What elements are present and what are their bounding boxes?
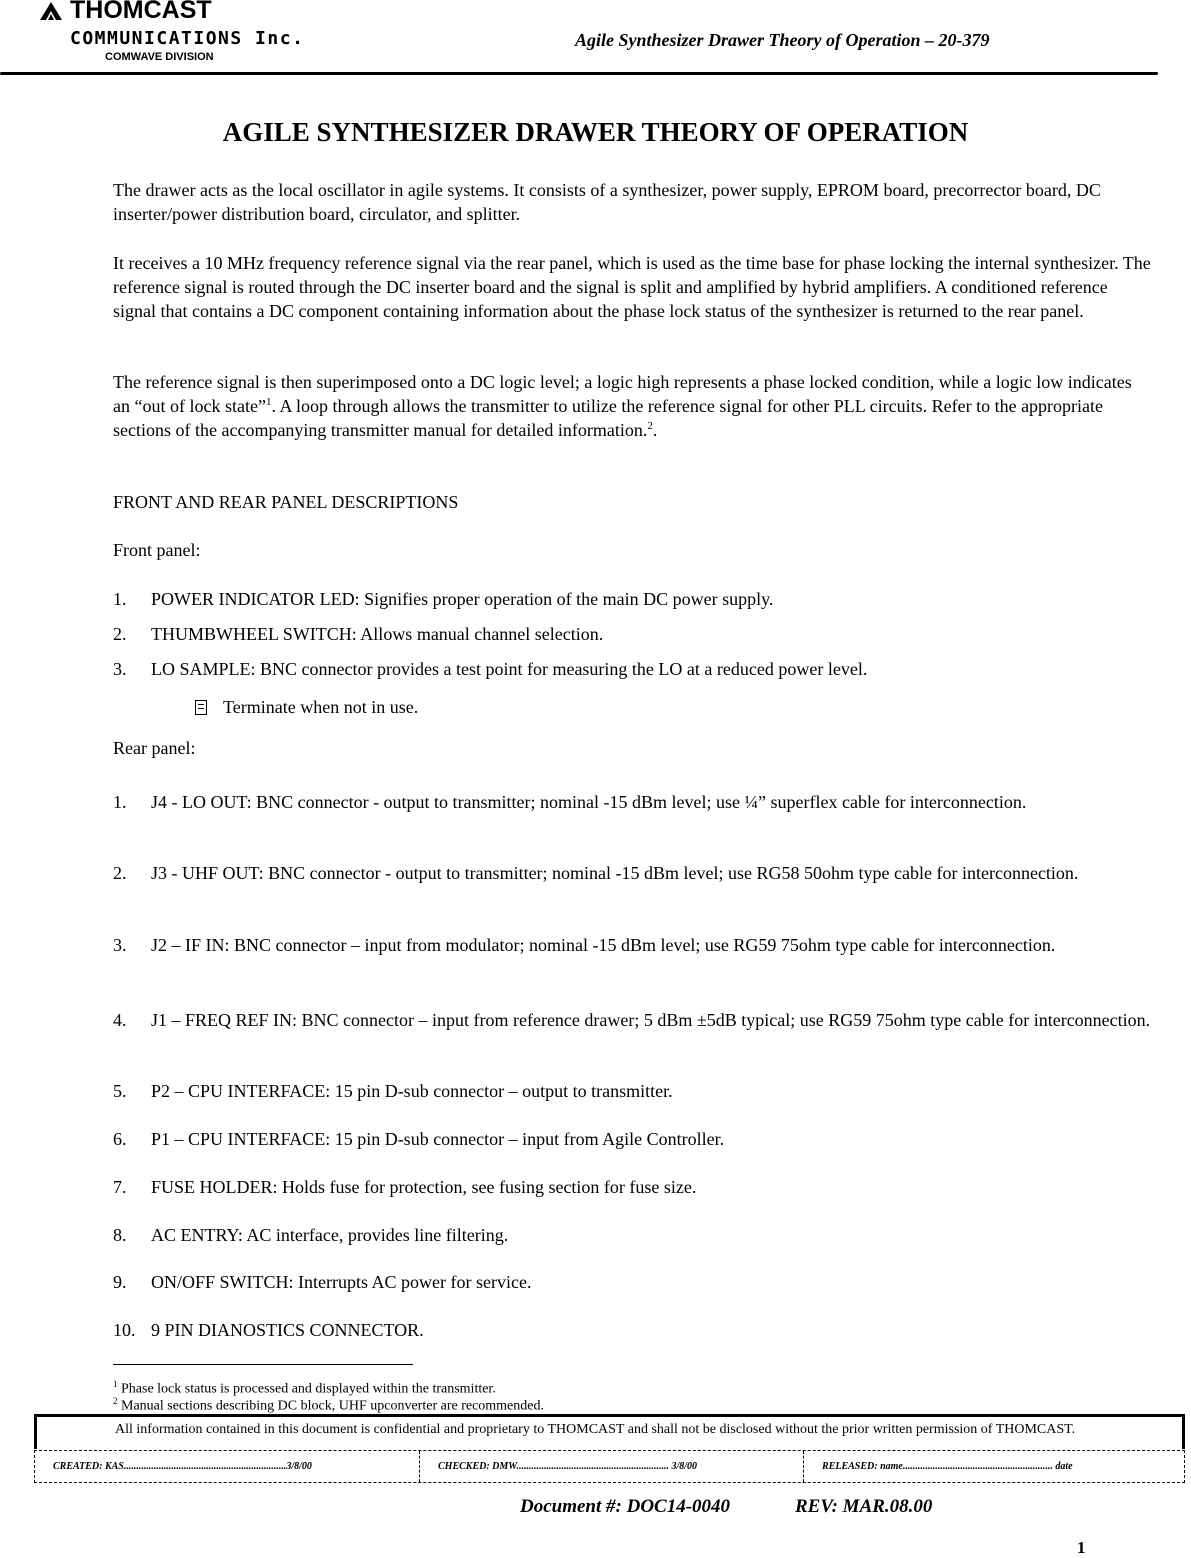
footnote-ref-2: 2 <box>647 420 653 432</box>
revision: REV: MAR.08.00 <box>795 1496 933 1517</box>
intro-paragraph-2: It receives a 10 MHz frequency reference signal via the rear panel, which is used as the time base for phase locking the internal synthesizer. The reference signal is routed through the DC inserter board and the signal is split and amplified by hybrid amplifiers. A conditioned reference signal that contains a DC component containing information about the phase lock status of the synthesizer is returned to the rear panel. <box>113 253 1151 321</box>
document-number: Document #: DOC14-0040 <box>520 1496 731 1517</box>
signoff-row <box>34 1450 1185 1483</box>
created-field: CREATED: KAS.................................................................3/8/00 <box>53 1461 312 1472</box>
item-text: POWER INDICATOR LED: Signifies proper operation of the main DC power supply. <box>151 589 774 609</box>
footnote-text: Manual sections describing DC block, UHF upconverter are recommended. <box>117 1398 544 1414</box>
header-divider <box>0 72 1158 75</box>
item-text: J2 – IF IN: BNC connector – input from modulator; nominal -15 dBm level; use RG59 75ohm type cable for interconnection. <box>151 935 1056 955</box>
item-number: 3. <box>113 659 127 679</box>
item-number: 7. <box>113 1177 127 1197</box>
item-text: P1 – CPU INTERFACE: 15 pin D-sub connector – input from Agile Controller. <box>151 1129 725 1149</box>
item-text: P2 – CPU INTERFACE: 15 pin D-sub connector – output to transmitter. <box>151 1081 673 1101</box>
intro-paragraph-3 <box>113 370 1153 442</box>
item-text: FUSE HOLDER: Holds fuse for protection, see fusing section for fuse size. <box>151 1177 697 1197</box>
item-number: 1. <box>113 792 127 812</box>
item-text: J1 – FREQ REF IN: BNC connector – input from reference drawer; 5 dBm ±5dB typical; use RG59 75ohm type cable for interconnection. <box>151 1010 1151 1030</box>
item-number: 4. <box>113 1010 127 1030</box>
confidential-notice: All information contained in this document is confidential and proprietary to THOMCAST and shall not be disclosed without the prior written permission of THOMCAST. <box>115 1422 1076 1437</box>
footnote-mark: 2 <box>113 1396 118 1406</box>
item-number: 6. <box>113 1129 127 1149</box>
checked-field: CHECKED: DMW............................................................. 3/8/00 <box>419 1451 803 1482</box>
footnote-2 <box>113 1393 544 1415</box>
footnote-text: Phase lock status is processed and displayed within the transmitter. <box>117 1381 496 1397</box>
item-number: 8. <box>113 1225 127 1245</box>
footnote-divider <box>113 1364 413 1365</box>
document-title: AGILE SYNTHESIZER DRAWER THEORY OF OPERATION <box>222 117 969 147</box>
item-text: AC ENTRY: AC interface, provides line filtering. <box>151 1225 509 1245</box>
note-icon <box>195 700 207 715</box>
note-text: Terminate when not in use. <box>223 697 419 717</box>
item-text: THUMBWHEEL SWITCH: Allows manual channel selection. <box>151 624 604 644</box>
item-text: J4 - LO OUT: BNC connector - output to transmitter; nominal -15 dBm level; use ¼” superflex cable for interconnection. <box>151 792 1027 812</box>
released-field: RELEASED: name............................................................ date <box>803 1451 1184 1482</box>
item-number: 1. <box>113 589 127 609</box>
item-number: 10. <box>113 1320 136 1340</box>
company-subtitle: COMMUNICATIONS Inc. <box>70 28 305 49</box>
paragraph-3-text-c: . <box>652 420 658 440</box>
item-text: 9 PIN DIANOSTICS CONNECTOR. <box>151 1320 424 1340</box>
company-division: COMWAVE DIVISION <box>105 51 214 63</box>
item-number: 5. <box>113 1081 127 1101</box>
company-name: THOMCAST <box>70 0 212 24</box>
footnote-mark: 1 <box>113 1379 118 1389</box>
intro-paragraph-1: The drawer acts as the local oscillator in agile systems. It consists of a synthesizer, power supply, EPROM board, precorrector board, DC inserter/power distribution board, circulator, and splitter. <box>113 180 1101 224</box>
item-text: J3 - UHF OUT: BNC connector - output to transmitter; nominal -15 dBm level; use RG58 50ohm type cable for interconnection. <box>151 863 1079 883</box>
running-header-title: Agile Synthesizer Drawer Theory of Operation – 20-379 <box>575 30 990 50</box>
item-text: LO SAMPLE: BNC connector provides a test point for measuring the LO at a reduced power level. <box>151 659 868 679</box>
note-line <box>195 695 418 719</box>
paragraph-3-text-b: . A loop through allows the transmitter to utilize the reference signal for other PLL circuits. Refer to the appropriate sections of the accompanying transmitter manual for detailed information. <box>113 396 1104 440</box>
item-text: ON/OFF SWITCH: Interrupts AC power for service. <box>151 1272 532 1292</box>
paragraph-3-text-a: The reference signal is then superimposed onto a DC logic level; a logic high represents a phase locked condition, while a logic low indicates an “out of lock state” <box>113 372 1132 416</box>
footnote-ref-1: 1 <box>265 396 272 408</box>
item-number: 9. <box>113 1272 127 1292</box>
rear-panel-label: Rear panel: <box>113 738 196 758</box>
item-number: 3. <box>113 935 127 955</box>
front-panel-label: Front panel: <box>113 540 201 560</box>
item-number: 2. <box>113 624 127 644</box>
section-heading: FRONT AND REAR PANEL DESCRIPTIONS <box>113 492 459 512</box>
item-number: 2. <box>113 863 127 883</box>
page-number: 1 <box>1077 1538 1086 1557</box>
thomcast-logo-icon <box>40 2 62 22</box>
